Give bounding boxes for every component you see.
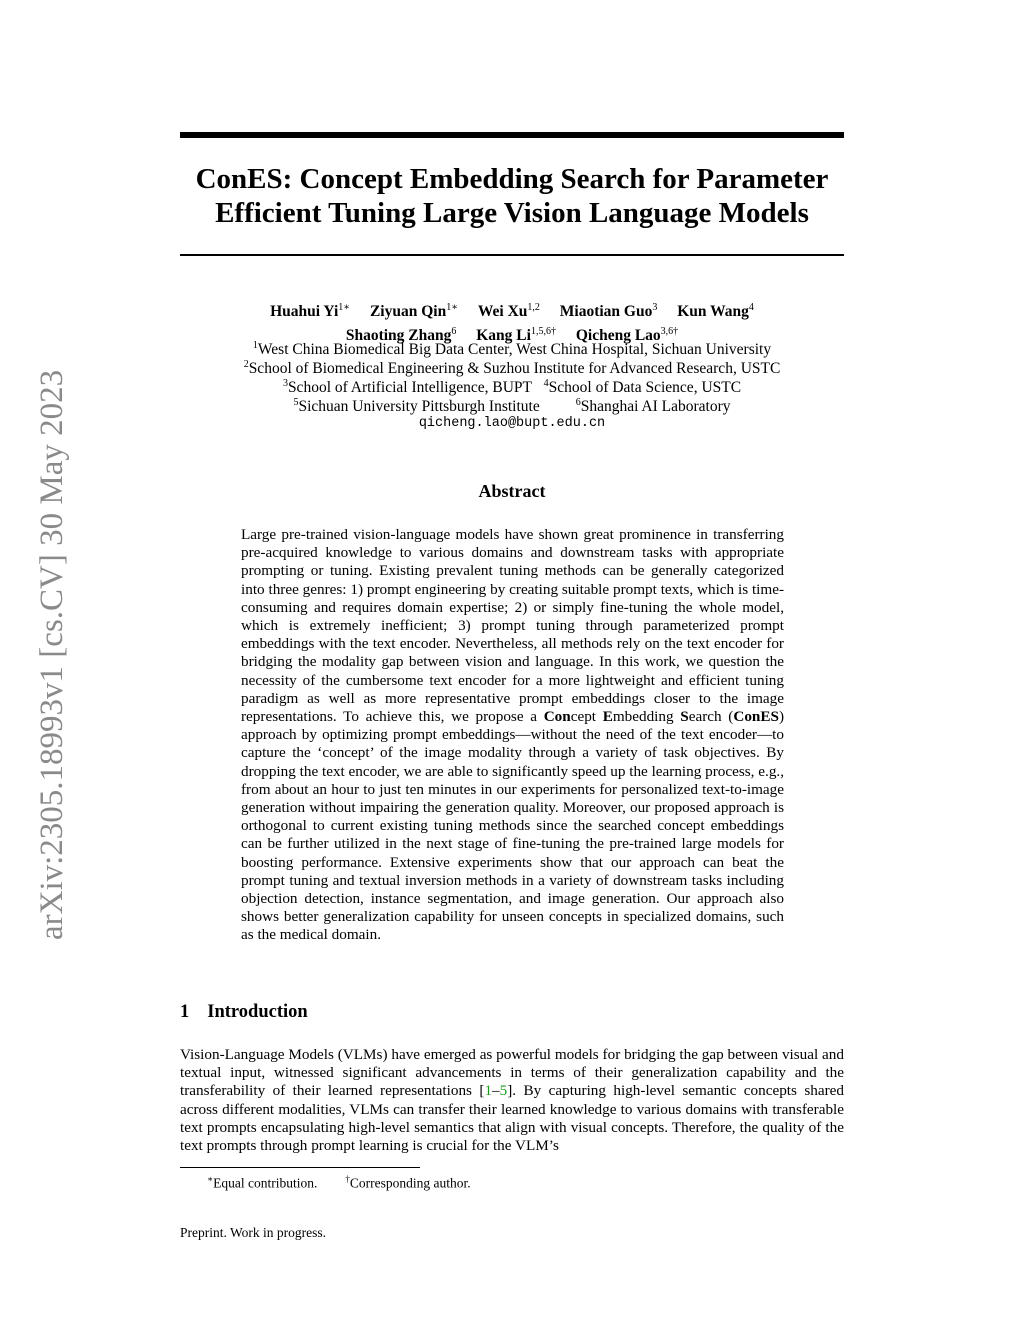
author: Huahui $Yi^{1∗}$ (270, 302, 351, 321)
footnotes: ∗Equal contribution. †Corresponding author. (207, 1174, 471, 1191)
contact-email[interactable]: qicheng.lao@bupt.edu.cn (418, 416, 606, 431)
title-line-2: Efficient Tuning Large Vision Language Models (215, 197, 809, 229)
affiliation-2: $^2$School of Biomedical Engineering & Suzhou Institute for Advanced Research, USTC (243, 359, 781, 378)
affiliation-1: $^1$West China Biomedical Big Data Center, West China Hospital, Sichuan University (252, 340, 772, 359)
abstract-body: Large pre-trained vision-language models have shown great prominence in transferring pre-acquired knowledge to various domains and downstream tasks with appropriate prompting or tuning. Existing prevalent tuning methods can be generally categorized into three genres: 1) prompt engineering by creating suitable prompt texts, which is time-consuming and requires domain expertise; 2) or simply fine-tuning the whole model, which is extremely inefficient; 3) prompt tuning through parameterized prompt embeddings with the text encoder. Nevertheless, all methods rely on the text encoder for bridging the modality gap between vision and language. In this work, we question the necessity of the cumbersome text encoder for a more lightweight and efficient tuning paradigm as well as more representative prompt embeddings closer to the image representations. To achieve this, we propose a Concept Embedding Search (ConES) approach by optimizing prompt embeddings—without the need of the text encoder—to capture the ‘concept’ of the image modality through a variety of task objectives. By dropping the text encoder, we are able to significantly speed up the learning process, e.g., from about an hour to just ten minutes in our experiments for personalized text-to-image generation without impairing the generation quality. Moreover, our proposed approach is orthogonal to current existing tuning methods since the searched concept embeddings can be further utilized in the next stage of fine-tuning the pre-trained large models for boosting performance. Extensive experiments show that our approach can beat the prompt tuning and textual inversion methods in a variety of downstream tasks including objection detection, instance segmentation, and image generation. Our approach also shows better generalization capability for unseen concepts in specialized domains, such as the medical domain. (241, 526, 785, 944)
footnote-rule (180, 1167, 420, 1168)
title-line-1: ConES: Concept Embedding Search for Parameter (195, 163, 829, 195)
author: Kang $Li^{1,5,6\dagger}$ (476, 326, 556, 345)
paper-title (180, 162, 844, 230)
title-bottom-rule (180, 254, 844, 256)
section-heading-introduction: 1 Introduction (180, 1002, 308, 1022)
affiliation-3-4: $^3$School of Artificial Intelligence, BUPT $^4$School of Data Science, USTC (282, 378, 742, 397)
author: Shaoting Zhang$^6$ (345, 326, 457, 345)
author: Qicheng Lao$^{3,6\dagger}$ (575, 326, 679, 345)
author: Ziyuan Qin$^{1∗}$ (369, 302, 458, 321)
citation-link[interactable]: 1 (484, 1082, 493, 1100)
author: Wei Xu$^{1,2}$ (477, 302, 540, 321)
introduction-body: Vision-Language Models (VLMs) have emerged as powerful models for bridging the gap between visual and textual input, witnessed significant advancements in terms of their generalization capability and the transferability of their learned representations [1–5]. By capturing high-level semantic concepts shared across different modalities, VLMs can transfer their learned knowledge to various domains with transferable text prompts encapsulating high-level semantics that align with visual concepts. Therefore, the quality of the text prompts through prompt learning is crucial for the VLM’s (180, 1046, 844, 1155)
author: Miaotian Guo$^3$ (559, 302, 658, 321)
footer-note: Preprint. Work in progress. (180, 1225, 327, 1240)
abstract-heading: Abstract (478, 481, 546, 501)
affiliation-5-6: $^5$Sichuan University Pittsburgh Institute $^6$Shanghai AI Laboratory (293, 397, 731, 416)
citation-link[interactable]: 5 (499, 1082, 508, 1100)
author: Kun Wang$^4$ (677, 302, 754, 321)
top-rule (180, 132, 844, 138)
author-line-1 (180, 298, 844, 322)
arxiv-identifier: arXiv:2305.18993v1 [cs.CV] 30 May 2023 (34, 369, 70, 940)
